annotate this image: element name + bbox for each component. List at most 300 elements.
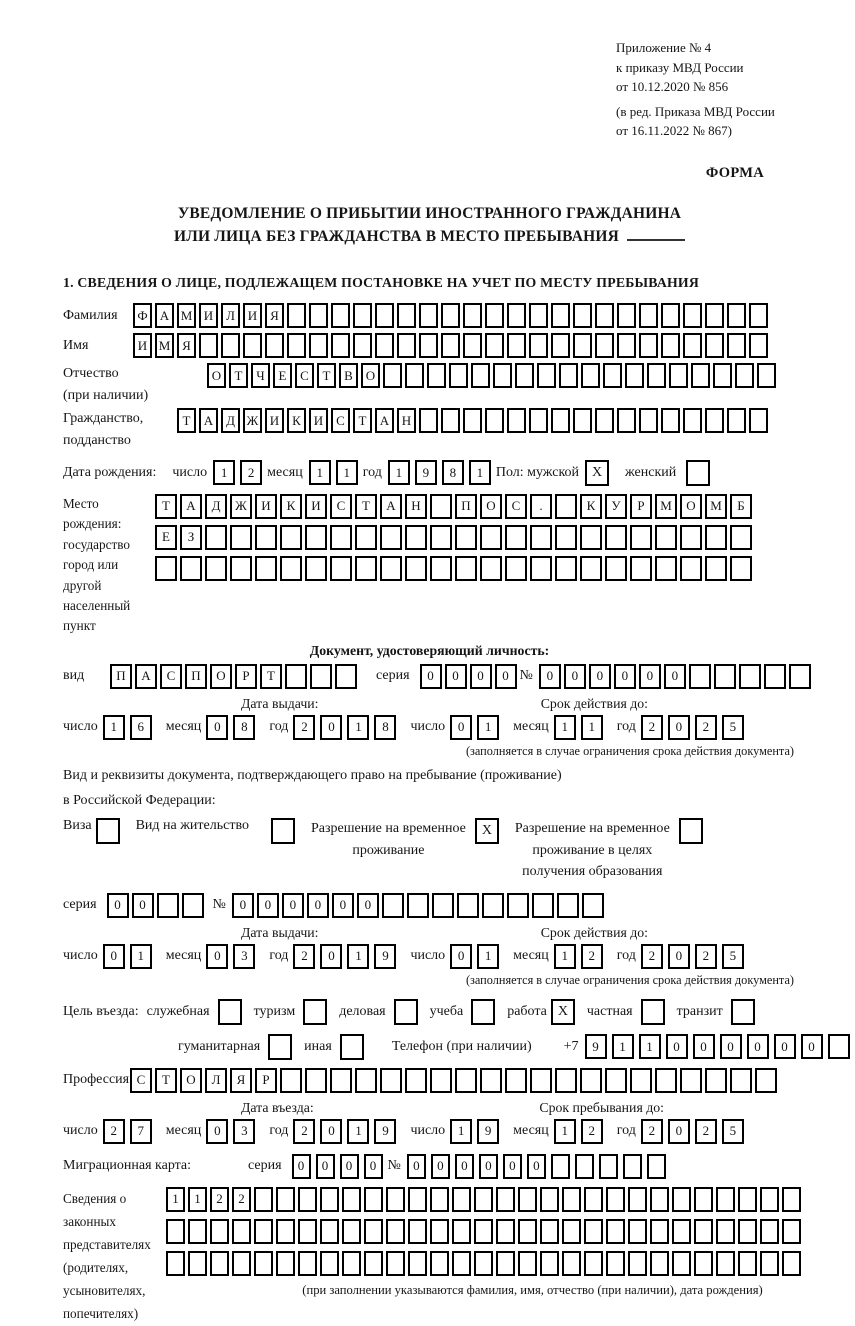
char-cell[interactable]: И <box>305 494 327 519</box>
char-cell[interactable] <box>605 525 627 550</box>
char-cell[interactable] <box>166 1251 185 1276</box>
char-cell[interactable]: 9 <box>585 1034 607 1059</box>
char-cell[interactable]: 3 <box>233 944 255 969</box>
char-cell[interactable]: 2 <box>293 1119 315 1144</box>
char-cell[interactable] <box>298 1219 317 1244</box>
char-cell[interactable] <box>595 333 614 358</box>
char-cell[interactable] <box>655 1068 677 1093</box>
char-cell[interactable]: О <box>207 363 226 388</box>
char-cell[interactable]: Р <box>235 664 257 689</box>
char-cell[interactable] <box>647 1154 666 1179</box>
char-cell[interactable] <box>382 893 404 918</box>
char-cell[interactable]: 1 <box>347 944 369 969</box>
char-cell[interactable] <box>760 1251 779 1276</box>
char-cell[interactable]: И <box>133 333 152 358</box>
char-cell[interactable] <box>555 494 577 519</box>
char-cell[interactable]: Д <box>205 494 227 519</box>
purpose-delovaya-checkbox[interactable] <box>394 999 418 1025</box>
char-cell[interactable]: Д <box>221 408 240 433</box>
purpose-ucheba-checkbox[interactable] <box>471 999 495 1025</box>
char-cell[interactable] <box>559 363 578 388</box>
char-cell[interactable] <box>518 1187 537 1212</box>
purpose-inaya-checkbox[interactable] <box>340 1034 364 1060</box>
char-cell[interactable]: Н <box>405 494 427 519</box>
char-cell[interactable] <box>628 1219 647 1244</box>
char-cell[interactable]: 2 <box>103 1119 125 1144</box>
char-cell[interactable]: 5 <box>722 1119 744 1144</box>
char-cell[interactable]: 0 <box>479 1154 498 1179</box>
char-cell[interactable] <box>605 556 627 581</box>
char-cell[interactable]: С <box>295 363 314 388</box>
char-cell[interactable]: Т <box>155 494 177 519</box>
temp-residence-checkbox[interactable]: X <box>475 818 499 844</box>
char-cell[interactable] <box>280 1068 302 1093</box>
char-cell[interactable] <box>463 303 482 328</box>
char-cell[interactable]: 2 <box>210 1187 229 1212</box>
char-cell[interactable] <box>580 1068 602 1093</box>
char-cell[interactable]: К <box>280 494 302 519</box>
char-cell[interactable] <box>182 893 204 918</box>
char-cell[interactable] <box>507 303 526 328</box>
char-cell[interactable] <box>755 1068 777 1093</box>
char-cell[interactable]: М <box>177 303 196 328</box>
char-cell[interactable]: А <box>180 494 202 519</box>
char-cell[interactable] <box>493 363 512 388</box>
char-cell[interactable] <box>595 408 614 433</box>
char-cell[interactable] <box>738 1251 757 1276</box>
char-cell[interactable]: 0 <box>664 664 686 689</box>
char-cell[interactable]: 2 <box>581 1119 603 1144</box>
char-cell[interactable] <box>405 556 427 581</box>
char-cell[interactable] <box>405 1068 427 1093</box>
char-cell[interactable]: 2 <box>232 1187 251 1212</box>
char-cell[interactable]: Т <box>260 664 282 689</box>
char-cell[interactable] <box>155 556 177 581</box>
char-cell[interactable] <box>353 333 372 358</box>
char-cell[interactable] <box>419 333 438 358</box>
char-cell[interactable] <box>540 1251 559 1276</box>
char-cell[interactable] <box>694 1219 713 1244</box>
char-cell[interactable] <box>455 1068 477 1093</box>
char-cell[interactable] <box>727 303 746 328</box>
char-cell[interactable]: Я <box>230 1068 252 1093</box>
char-cell[interactable] <box>430 1068 452 1093</box>
char-cell[interactable]: Ч <box>251 363 270 388</box>
char-cell[interactable] <box>386 1219 405 1244</box>
char-cell[interactable] <box>749 408 768 433</box>
char-cell[interactable]: Ф <box>133 303 152 328</box>
char-cell[interactable] <box>243 333 262 358</box>
char-cell[interactable] <box>298 1187 317 1212</box>
char-cell[interactable] <box>380 1068 402 1093</box>
char-cell[interactable]: 0 <box>420 664 442 689</box>
char-cell[interactable] <box>355 525 377 550</box>
char-cell[interactable] <box>630 556 652 581</box>
char-cell[interactable]: 0 <box>774 1034 796 1059</box>
char-cell[interactable] <box>623 1154 642 1179</box>
char-cell[interactable]: 1 <box>554 715 576 740</box>
char-cell[interactable] <box>364 1251 383 1276</box>
char-cell[interactable] <box>551 1154 570 1179</box>
char-cell[interactable]: 0 <box>206 1119 228 1144</box>
char-cell[interactable] <box>628 1251 647 1276</box>
char-cell[interactable] <box>581 363 600 388</box>
char-cell[interactable] <box>757 363 776 388</box>
char-cell[interactable] <box>507 893 529 918</box>
char-cell[interactable] <box>210 1251 229 1276</box>
char-cell[interactable] <box>639 333 658 358</box>
char-cell[interactable]: 2 <box>240 460 262 485</box>
char-cell[interactable]: 5 <box>722 944 744 969</box>
char-cell[interactable]: П <box>185 664 207 689</box>
char-cell[interactable]: 1 <box>388 460 410 485</box>
char-cell[interactable] <box>485 408 504 433</box>
char-cell[interactable] <box>507 408 526 433</box>
char-cell[interactable]: 9 <box>374 1119 396 1144</box>
char-cell[interactable] <box>419 408 438 433</box>
sex-female-checkbox[interactable] <box>686 460 710 486</box>
char-cell[interactable] <box>210 1219 229 1244</box>
char-cell[interactable]: 0 <box>470 664 492 689</box>
char-cell[interactable] <box>683 303 702 328</box>
char-cell[interactable]: 1 <box>639 1034 661 1059</box>
char-cell[interactable]: 3 <box>233 1119 255 1144</box>
char-cell[interactable] <box>330 525 352 550</box>
char-cell[interactable]: 0 <box>503 1154 522 1179</box>
char-cell[interactable] <box>551 333 570 358</box>
char-cell[interactable] <box>529 333 548 358</box>
char-cell[interactable]: П <box>110 664 132 689</box>
char-cell[interactable]: Я <box>177 333 196 358</box>
char-cell[interactable] <box>562 1251 581 1276</box>
char-cell[interactable] <box>540 1187 559 1212</box>
char-cell[interactable] <box>480 525 502 550</box>
char-cell[interactable] <box>650 1251 669 1276</box>
char-cell[interactable] <box>555 1068 577 1093</box>
char-cell[interactable] <box>672 1251 691 1276</box>
char-cell[interactable]: 8 <box>233 715 255 740</box>
char-cell[interactable]: 1 <box>309 460 331 485</box>
char-cell[interactable] <box>496 1187 515 1212</box>
char-cell[interactable] <box>380 556 402 581</box>
char-cell[interactable]: 0 <box>431 1154 450 1179</box>
char-cell[interactable] <box>408 1219 427 1244</box>
char-cell[interactable] <box>617 333 636 358</box>
char-cell[interactable] <box>505 556 527 581</box>
char-cell[interactable]: 1 <box>347 1119 369 1144</box>
char-cell[interactable]: 1 <box>130 944 152 969</box>
char-cell[interactable]: И <box>199 303 218 328</box>
char-cell[interactable]: 2 <box>695 1119 717 1144</box>
char-cell[interactable]: У <box>605 494 627 519</box>
char-cell[interactable]: 0 <box>282 893 304 918</box>
char-cell[interactable] <box>305 525 327 550</box>
char-cell[interactable] <box>331 303 350 328</box>
char-cell[interactable]: 1 <box>554 944 576 969</box>
temp-residence-edu-checkbox[interactable] <box>679 818 703 844</box>
char-cell[interactable] <box>669 363 688 388</box>
char-cell[interactable]: 0 <box>747 1034 769 1059</box>
char-cell[interactable] <box>738 1219 757 1244</box>
char-cell[interactable] <box>530 1068 552 1093</box>
char-cell[interactable] <box>639 303 658 328</box>
char-cell[interactable] <box>397 333 416 358</box>
char-cell[interactable]: 2 <box>641 944 663 969</box>
char-cell[interactable] <box>683 408 702 433</box>
char-cell[interactable]: 0 <box>364 1154 383 1179</box>
char-cell[interactable] <box>735 363 754 388</box>
char-cell[interactable] <box>298 1251 317 1276</box>
char-cell[interactable] <box>383 363 402 388</box>
char-cell[interactable] <box>276 1187 295 1212</box>
char-cell[interactable]: 0 <box>668 944 690 969</box>
char-cell[interactable]: 1 <box>581 715 603 740</box>
char-cell[interactable] <box>518 1219 537 1244</box>
char-cell[interactable] <box>599 1154 618 1179</box>
char-cell[interactable]: К <box>287 408 306 433</box>
char-cell[interactable]: Р <box>255 1068 277 1093</box>
char-cell[interactable]: Т <box>155 1068 177 1093</box>
char-cell[interactable] <box>739 664 761 689</box>
char-cell[interactable] <box>180 556 202 581</box>
char-cell[interactable]: 0 <box>206 715 228 740</box>
purpose-chastnaya-checkbox[interactable] <box>641 999 665 1025</box>
char-cell[interactable]: 0 <box>666 1034 688 1059</box>
char-cell[interactable]: 9 <box>374 944 396 969</box>
char-cell[interactable] <box>364 1219 383 1244</box>
char-cell[interactable] <box>364 1187 383 1212</box>
char-cell[interactable] <box>584 1187 603 1212</box>
char-cell[interactable] <box>705 525 727 550</box>
char-cell[interactable]: 2 <box>641 1119 663 1144</box>
char-cell[interactable] <box>605 1068 627 1093</box>
char-cell[interactable]: О <box>480 494 502 519</box>
char-cell[interactable] <box>505 525 527 550</box>
char-cell[interactable]: 1 <box>450 1119 472 1144</box>
residence-permit-checkbox[interactable] <box>271 818 295 844</box>
char-cell[interactable] <box>309 333 328 358</box>
char-cell[interactable]: О <box>361 363 380 388</box>
char-cell[interactable] <box>705 333 724 358</box>
char-cell[interactable] <box>573 408 592 433</box>
char-cell[interactable] <box>408 1251 427 1276</box>
char-cell[interactable] <box>727 333 746 358</box>
char-cell[interactable]: 1 <box>477 944 499 969</box>
char-cell[interactable]: 0 <box>103 944 125 969</box>
char-cell[interactable] <box>331 333 350 358</box>
char-cell[interactable] <box>419 303 438 328</box>
char-cell[interactable] <box>760 1219 779 1244</box>
char-cell[interactable] <box>562 1187 581 1212</box>
char-cell[interactable] <box>380 525 402 550</box>
char-cell[interactable] <box>628 1187 647 1212</box>
char-cell[interactable]: 0 <box>614 664 636 689</box>
char-cell[interactable] <box>427 363 446 388</box>
char-cell[interactable] <box>551 408 570 433</box>
char-cell[interactable] <box>280 556 302 581</box>
char-cell[interactable] <box>705 408 724 433</box>
char-cell[interactable]: Б <box>730 494 752 519</box>
char-cell[interactable]: 0 <box>693 1034 715 1059</box>
purpose-sluzhebnaya-checkbox[interactable] <box>218 999 242 1025</box>
char-cell[interactable]: 2 <box>293 944 315 969</box>
char-cell[interactable] <box>280 525 302 550</box>
char-cell[interactable]: 0 <box>232 893 254 918</box>
char-cell[interactable]: 1 <box>213 460 235 485</box>
char-cell[interactable]: Т <box>353 408 372 433</box>
char-cell[interactable] <box>603 363 622 388</box>
char-cell[interactable] <box>580 525 602 550</box>
char-cell[interactable]: И <box>309 408 328 433</box>
char-cell[interactable] <box>505 1068 527 1093</box>
char-cell[interactable]: 5 <box>722 715 744 740</box>
char-cell[interactable] <box>386 1187 405 1212</box>
char-cell[interactable] <box>672 1187 691 1212</box>
char-cell[interactable] <box>555 525 577 550</box>
char-cell[interactable] <box>353 303 372 328</box>
char-cell[interactable] <box>449 363 468 388</box>
char-cell[interactable]: 1 <box>188 1187 207 1212</box>
char-cell[interactable] <box>305 1068 327 1093</box>
char-cell[interactable] <box>650 1187 669 1212</box>
char-cell[interactable]: 0 <box>320 1119 342 1144</box>
char-cell[interactable]: 0 <box>407 1154 426 1179</box>
char-cell[interactable] <box>375 303 394 328</box>
char-cell[interactable] <box>455 525 477 550</box>
char-cell[interactable]: 0 <box>639 664 661 689</box>
purpose-turizm-checkbox[interactable] <box>303 999 327 1025</box>
char-cell[interactable] <box>276 1219 295 1244</box>
char-cell[interactable] <box>480 556 502 581</box>
char-cell[interactable] <box>518 1251 537 1276</box>
char-cell[interactable] <box>606 1219 625 1244</box>
char-cell[interactable] <box>320 1251 339 1276</box>
char-cell[interactable]: К <box>580 494 602 519</box>
char-cell[interactable]: А <box>155 303 174 328</box>
char-cell[interactable] <box>738 1187 757 1212</box>
char-cell[interactable] <box>375 333 394 358</box>
char-cell[interactable]: 0 <box>445 664 467 689</box>
char-cell[interactable]: А <box>380 494 402 519</box>
char-cell[interactable] <box>166 1219 185 1244</box>
char-cell[interactable] <box>309 303 328 328</box>
char-cell[interactable]: 2 <box>581 944 603 969</box>
purpose-gumanitarnaya-checkbox[interactable] <box>268 1034 292 1060</box>
char-cell[interactable] <box>760 1187 779 1212</box>
char-cell[interactable]: 1 <box>166 1187 185 1212</box>
char-cell[interactable] <box>441 333 460 358</box>
char-cell[interactable] <box>463 333 482 358</box>
char-cell[interactable]: З <box>180 525 202 550</box>
char-cell[interactable]: Е <box>273 363 292 388</box>
char-cell[interactable] <box>407 893 429 918</box>
char-cell[interactable] <box>430 494 452 519</box>
char-cell[interactable] <box>230 525 252 550</box>
char-cell[interactable]: В <box>339 363 358 388</box>
char-cell[interactable] <box>530 556 552 581</box>
char-cell[interactable] <box>727 408 746 433</box>
purpose-rabota-checkbox[interactable]: X <box>551 999 575 1025</box>
char-cell[interactable]: 2 <box>641 715 663 740</box>
char-cell[interactable] <box>691 363 710 388</box>
char-cell[interactable] <box>716 1251 735 1276</box>
char-cell[interactable] <box>540 1219 559 1244</box>
char-cell[interactable] <box>694 1187 713 1212</box>
char-cell[interactable] <box>232 1219 251 1244</box>
char-cell[interactable] <box>452 1219 471 1244</box>
char-cell[interactable]: О <box>180 1068 202 1093</box>
char-cell[interactable] <box>575 1154 594 1179</box>
char-cell[interactable]: 8 <box>442 460 464 485</box>
char-cell[interactable]: 0 <box>564 664 586 689</box>
char-cell[interactable] <box>285 664 307 689</box>
char-cell[interactable] <box>730 556 752 581</box>
char-cell[interactable] <box>474 1219 493 1244</box>
char-cell[interactable] <box>716 1219 735 1244</box>
char-cell[interactable] <box>496 1219 515 1244</box>
char-cell[interactable]: 1 <box>103 715 125 740</box>
char-cell[interactable]: 0 <box>668 715 690 740</box>
char-cell[interactable]: Р <box>630 494 652 519</box>
char-cell[interactable] <box>661 333 680 358</box>
char-cell[interactable] <box>606 1187 625 1212</box>
char-cell[interactable] <box>430 1219 449 1244</box>
char-cell[interactable]: А <box>375 408 394 433</box>
char-cell[interactable]: М <box>655 494 677 519</box>
char-cell[interactable] <box>405 525 427 550</box>
char-cell[interactable]: А <box>199 408 218 433</box>
char-cell[interactable] <box>782 1251 801 1276</box>
char-cell[interactable] <box>647 363 666 388</box>
char-cell[interactable] <box>714 664 736 689</box>
char-cell[interactable] <box>672 1219 691 1244</box>
char-cell[interactable]: Т <box>229 363 248 388</box>
char-cell[interactable] <box>441 408 460 433</box>
char-cell[interactable] <box>573 303 592 328</box>
char-cell[interactable] <box>730 1068 752 1093</box>
char-cell[interactable]: 0 <box>320 944 342 969</box>
char-cell[interactable] <box>397 303 416 328</box>
char-cell[interactable]: О <box>680 494 702 519</box>
char-cell[interactable] <box>408 1187 427 1212</box>
char-cell[interactable] <box>529 408 548 433</box>
char-cell[interactable]: Т <box>177 408 196 433</box>
char-cell[interactable]: 0 <box>450 944 472 969</box>
char-cell[interactable]: 1 <box>477 715 499 740</box>
char-cell[interactable]: 9 <box>415 460 437 485</box>
char-cell[interactable] <box>630 525 652 550</box>
char-cell[interactable]: С <box>505 494 527 519</box>
char-cell[interactable] <box>474 1187 493 1212</box>
char-cell[interactable] <box>265 333 284 358</box>
char-cell[interactable] <box>480 1068 502 1093</box>
char-cell[interactable] <box>661 303 680 328</box>
char-cell[interactable]: Н <box>397 408 416 433</box>
char-cell[interactable] <box>457 893 479 918</box>
char-cell[interactable] <box>749 333 768 358</box>
char-cell[interactable] <box>557 893 579 918</box>
char-cell[interactable] <box>606 1251 625 1276</box>
char-cell[interactable] <box>432 893 454 918</box>
char-cell[interactable] <box>355 556 377 581</box>
char-cell[interactable] <box>254 1251 273 1276</box>
char-cell[interactable]: 2 <box>695 715 717 740</box>
char-cell[interactable] <box>430 525 452 550</box>
char-cell[interactable] <box>485 303 504 328</box>
char-cell[interactable] <box>305 556 327 581</box>
char-cell[interactable]: 6 <box>130 715 152 740</box>
char-cell[interactable] <box>562 1219 581 1244</box>
